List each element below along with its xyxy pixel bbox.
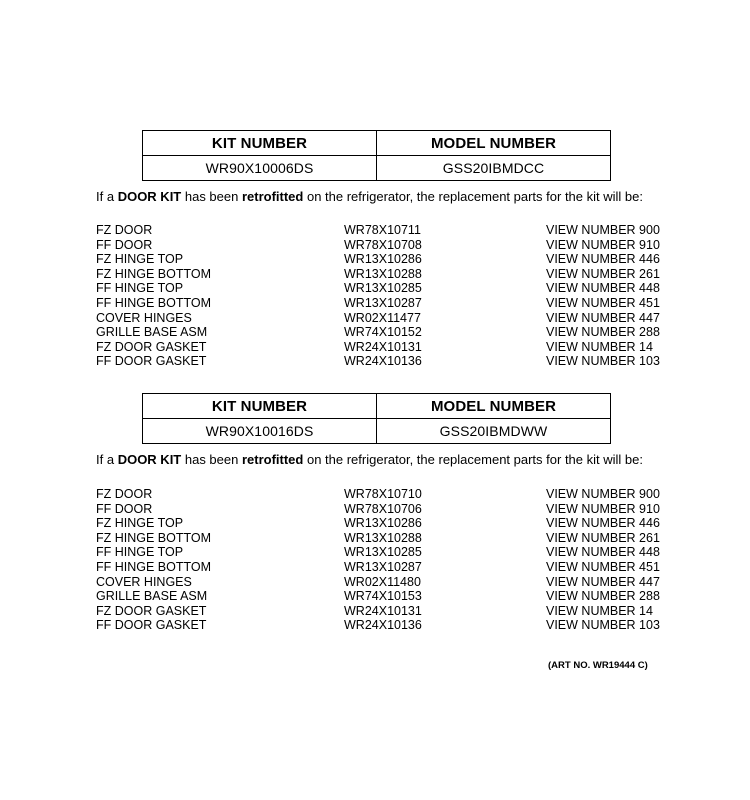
part-number: WR74X10153 — [344, 589, 422, 604]
part-number: WR78X10711 — [344, 223, 421, 237]
part-name: FZ HINGE TOP — [96, 516, 184, 531]
parts-list-2 — [96, 487, 666, 633]
part-name: COVER HINGES — [96, 574, 192, 589]
part-name: FF DOOR GASKET — [96, 354, 207, 369]
view-number: VIEW NUMBER 448 — [546, 545, 660, 560]
part-name: FF HINGE TOP — [96, 281, 184, 296]
view-number: VIEW NUMBER 261 — [546, 530, 660, 545]
view-number: VIEW NUMBER 447 — [546, 310, 660, 325]
view-number: VIEW NUMBER 910 — [546, 237, 660, 252]
view-number: VIEW NUMBER 14 — [546, 339, 653, 354]
note-text: has been — [181, 189, 242, 204]
kit-table-1 — [142, 130, 611, 181]
part-number: WR13X10288 — [344, 266, 422, 281]
parts-row — [96, 516, 666, 531]
parts-row — [96, 575, 666, 590]
part-number: WR13X10288 — [344, 530, 422, 545]
retrofit-note-2 — [96, 452, 643, 467]
note-text: on the refrigerator, the replacement parts for the kit will be: — [303, 452, 643, 467]
part-name: GRILLE BASE ASM — [96, 589, 208, 604]
part-number: WR13X10285 — [344, 281, 422, 296]
part-number: WR74X10152 — [344, 325, 422, 340]
view-number: VIEW NUMBER 451 — [546, 559, 660, 574]
part-name: FF HINGE BOTTOM — [96, 295, 212, 310]
view-number: VIEW NUMBER 103 — [546, 618, 660, 633]
parts-row — [96, 560, 666, 575]
note-text: If a — [96, 189, 118, 204]
parts-row — [96, 340, 666, 355]
part-name: FF DOOR — [96, 501, 153, 516]
kit-table-header — [143, 394, 611, 419]
part-number: WR02X11480 — [344, 574, 421, 589]
parts-list-1 — [96, 223, 666, 369]
part-name: FZ HINGE BOTTOM — [96, 266, 212, 281]
parts-row — [96, 223, 666, 238]
parts-row — [96, 325, 666, 340]
parts-row — [96, 296, 666, 311]
part-name: FZ HINGE BOTTOM — [96, 530, 212, 545]
part-name: FF HINGE TOP — [96, 545, 184, 560]
kit-table-row — [143, 419, 611, 444]
parts-row — [96, 604, 666, 619]
parts-row — [96, 252, 666, 267]
view-number: VIEW NUMBER 900 — [546, 223, 660, 237]
parts-row — [96, 502, 666, 517]
part-number: WR02X11477 — [344, 310, 421, 325]
kit-number-value: WR90X10016DS — [143, 419, 377, 444]
kit-table-row — [143, 156, 611, 181]
part-name: FZ DOOR GASKET — [96, 339, 207, 354]
model-number-value: GSS20IBMDCC — [377, 156, 611, 181]
model-number-header: MODEL NUMBER — [377, 394, 611, 419]
part-number: WR24X10136 — [344, 618, 422, 633]
part-name: FZ DOOR GASKET — [96, 603, 207, 618]
part-number: WR24X10131 — [344, 603, 422, 618]
parts-row — [96, 267, 666, 282]
part-number: WR13X10285 — [344, 545, 422, 560]
part-number: WR78X10706 — [344, 501, 422, 516]
kit-number-header: KIT NUMBER — [143, 131, 377, 156]
part-name: GRILLE BASE ASM — [96, 325, 208, 340]
parts-row — [96, 281, 666, 296]
view-number: VIEW NUMBER 288 — [546, 589, 660, 604]
part-number: WR13X10286 — [344, 252, 422, 267]
parts-row — [96, 311, 666, 326]
parts-row — [96, 618, 666, 633]
part-number: WR13X10287 — [344, 559, 422, 574]
part-name: FZ DOOR — [96, 223, 153, 237]
note-door-kit: DOOR KIT — [117, 189, 182, 204]
part-name: FF DOOR — [96, 237, 153, 252]
view-number: VIEW NUMBER 910 — [546, 501, 660, 516]
part-name: COVER HINGES — [96, 310, 192, 325]
view-number: VIEW NUMBER 900 — [546, 487, 660, 501]
parts-row — [96, 238, 666, 253]
parts-row — [96, 589, 666, 604]
part-number: WR24X10131 — [344, 339, 422, 354]
kit-number-value: WR90X10006DS — [143, 156, 377, 181]
part-number: WR24X10136 — [344, 354, 422, 369]
view-number: VIEW NUMBER 447 — [546, 574, 660, 589]
view-number: VIEW NUMBER 446 — [546, 252, 660, 267]
model-number-value: GSS20IBMDWW — [377, 419, 611, 444]
kit-number-header: KIT NUMBER — [143, 394, 377, 419]
model-number-header: MODEL NUMBER — [377, 131, 611, 156]
kit-table-header — [143, 131, 611, 156]
view-number: VIEW NUMBER 288 — [546, 325, 660, 340]
part-number: WR78X10708 — [344, 237, 422, 252]
parts-row — [96, 487, 666, 502]
part-name: FZ DOOR — [96, 487, 153, 501]
retrofit-note-1 — [96, 189, 643, 204]
note-retrofitted: retrofitted — [241, 452, 304, 467]
note-retrofitted: retrofitted — [241, 189, 304, 204]
parts-row — [96, 354, 666, 369]
view-number: VIEW NUMBER 451 — [546, 295, 660, 310]
part-name: FZ HINGE TOP — [96, 252, 184, 267]
part-number: WR78X10710 — [344, 487, 422, 501]
part-name: FF HINGE BOTTOM — [96, 559, 212, 574]
note-text: If a — [96, 452, 118, 467]
note-text: on the refrigerator, the replacement parts for the kit will be: — [303, 189, 643, 204]
view-number: VIEW NUMBER 261 — [546, 266, 660, 281]
art-number: (ART NO. WR19444 C) — [548, 660, 648, 671]
view-number: VIEW NUMBER 14 — [546, 603, 653, 618]
part-number: WR13X10286 — [344, 516, 422, 531]
kit-table-2 — [142, 393, 611, 444]
view-number: VIEW NUMBER 103 — [546, 354, 660, 369]
note-text: has been — [181, 452, 242, 467]
view-number: VIEW NUMBER 448 — [546, 281, 660, 296]
view-number: VIEW NUMBER 446 — [546, 516, 660, 531]
parts-row — [96, 531, 666, 546]
part-name: FF DOOR GASKET — [96, 618, 207, 633]
parts-row — [96, 545, 666, 560]
part-number: WR13X10287 — [344, 295, 422, 310]
note-door-kit: DOOR KIT — [117, 452, 182, 467]
